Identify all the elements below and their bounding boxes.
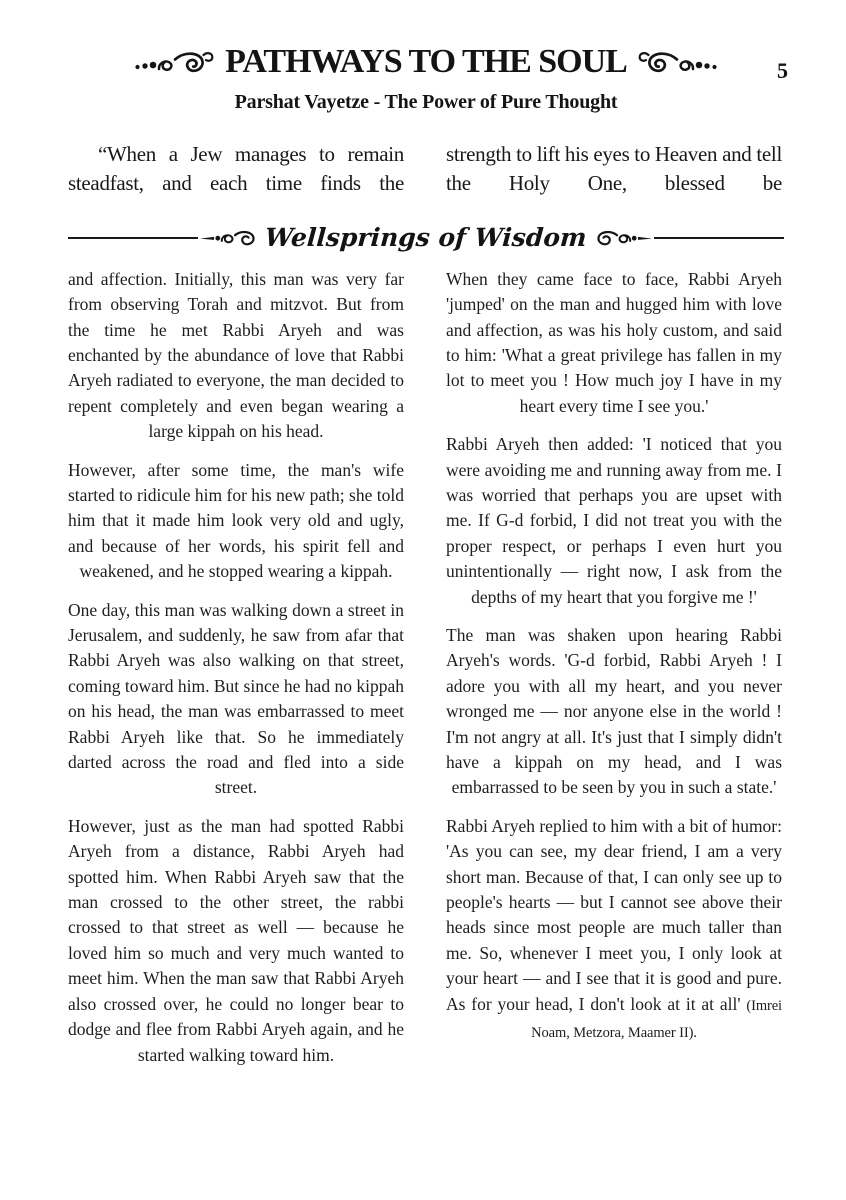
- divider-flourish-left-icon: [200, 229, 258, 247]
- story-paragraph: The man was shaken upon hearing Rabbi Aryeh's words. 'G-d forbid, Rabbi Aryeh ! I adore you with all my heart, and you never wronged me — nor anyone else in the world ! I'm not angry at all. It's just that I simply didn't have a kippah on my head, and I was embarrassed to be seen by you in such a state.': [446, 625, 782, 798]
- story-right-column: [446, 267, 782, 1081]
- story-paragraph: and affection. Initially, this man was very far from observing Torah and mitzvot. But from the time he met Rabbi Aryeh and was enchanted by the abundance of love that Rabbi Aryeh radiated to everyone, the man decided to repent completely and even began wearing a large kippah on his head.: [68, 268, 404, 442]
- divider-rule-left: [68, 237, 198, 239]
- story-paragraph: Rabbi Aryeh then added: 'I noticed that you were avoiding me and running away from me. I was worried that perhaps you are upset with me. If G-d forbid, I did not treat you with the proper respect, or perhaps I even hurt you unintentionally — right now, I ask from the depths of my heart that you forgive me !': [446, 434, 782, 607]
- story-paragraph: One day, this man was walking down a street in Jerusalem, and suddenly, he saw from afar that Rabbi Aryeh was also walking on that street, coming toward him. But since he had no kippah on his head, the man was embarrassed to meet Rabbi Aryeh like that. So he immediately darted across the road and fled into a side street.: [68, 599, 404, 798]
- flourish-right-icon: [635, 47, 719, 77]
- divider-title: Wellsprings of Wisdom: [264, 223, 588, 253]
- divider-flourish-right-icon: [594, 229, 652, 247]
- page-header: [68, 43, 788, 114]
- story-paragraph-text: Rabbi Aryeh replied to him with a bit of humor: 'As you can see, my dear friend, I am a very short man. Because of that, I can only see up to people's hearts — but I cannot see above their heads since most people are much taller than me. So, whenever I meet you, I only look at your heart — and I see that it is good and pure. As for your head, I don't look at it at all': [446, 815, 782, 1014]
- intro-section: [68, 140, 784, 199]
- story-paragraph: However, after some time, the man's wife started to ridicule him for his new path; she told him that it made him look very old and ugly, and because of her words, his spirit fell and weakened, and he stopped wearing a kippah.: [68, 459, 404, 582]
- page-subtitle: Parshat Vayetze - The Power of Pure Thought: [234, 90, 618, 113]
- flourish-left-icon: [133, 47, 217, 77]
- intro-left-column: “When a Jew manages to remain steadfast, and each time finds the: [68, 141, 404, 196]
- page-title: PATHWAYS TO THE SOUL: [225, 43, 627, 80]
- divider-rule-right: [654, 237, 784, 239]
- story-paragraph: When they came face to face, Rabbi Aryeh 'jumped' on the man and hugged him with love and affection, as was his holy custom, and said to him: 'What a great privilege has fallen in my lot to meet you ! How much joy I have in my heart every time I see you.': [446, 268, 782, 416]
- title-row: [68, 44, 784, 81]
- story-left-column: [68, 267, 404, 1081]
- story-columns: [68, 267, 784, 1081]
- intro-right-column: strength to lift his eyes to Heaven and tell the Holy One, blessed be: [446, 141, 782, 196]
- section-divider: [68, 221, 784, 255]
- story-paragraph: [446, 814, 782, 1047]
- story-paragraph: However, just as the man had spotted Rabbi Aryeh from a distance, Rabbi Aryeh had spotted him. When Rabbi Aryeh saw that the man crossed to the other street, the rabbi crossed to that street as well — because he loved him so much and very much wanted to meet him. When the man saw that Rabbi Aryeh also crossed over, he could no longer bear to dodge and flee from Rabbi Aryeh again, and he started walking toward him.: [68, 815, 404, 1065]
- source-citation: (Imrei Noam, Metzora, Maamer II).: [531, 997, 782, 1042]
- page-number: 5: [777, 58, 788, 83]
